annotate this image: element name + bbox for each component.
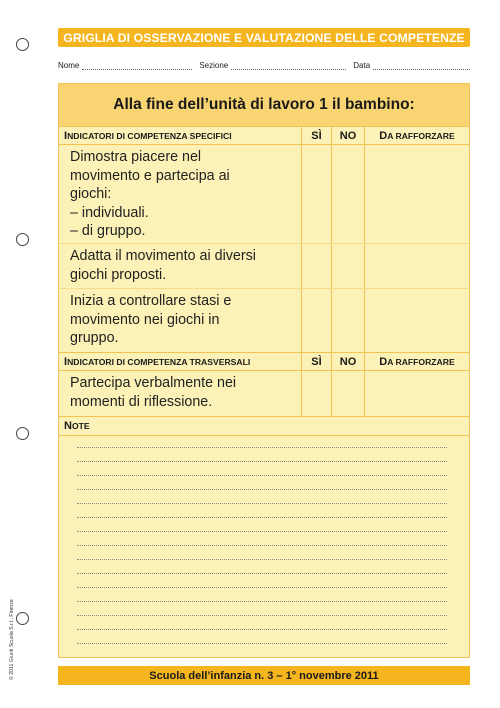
table-row — [59, 371, 469, 416]
indicator-text: Partecipa verbalmente nei momenti di riflessione. — [70, 375, 237, 410]
notes-line[interactable] — [77, 489, 447, 490]
da-rafforzare-cell[interactable] — [364, 145, 469, 243]
binder-hole-1 — [16, 38, 29, 51]
name-field[interactable] — [58, 61, 192, 70]
notes-label: N OTE — [59, 416, 469, 436]
footer-bar: Scuola dell’infanzia n. 3 – 1° novembre 2011 — [58, 666, 470, 685]
table-row — [59, 289, 469, 352]
specific-indicators-title: I NDICATORI DI COMPETENZA SPECIFICI — [64, 129, 232, 142]
notes-line[interactable] — [77, 517, 447, 518]
table-row — [59, 145, 469, 244]
binder-hole-3 — [16, 427, 29, 440]
da-rafforzare-cell[interactable] — [364, 371, 469, 416]
col-si-header: SÌ — [301, 127, 331, 144]
transversal-indicators-title: I NDICATORI DI COMPETENZA TRASVERSALI — [64, 355, 251, 368]
col-no-header: NO — [331, 353, 364, 370]
notes-line[interactable] — [77, 559, 447, 560]
notes-line[interactable] — [77, 475, 447, 476]
notes-line[interactable] — [77, 587, 447, 588]
da-rafforzare-cell[interactable] — [364, 289, 469, 352]
card-heading: Alla fine dell’unità di lavoro 1 il bambino: — [59, 84, 469, 126]
binder-hole-4 — [16, 612, 29, 625]
transversal-indicators-header — [59, 352, 469, 371]
indicator-text: Inizia a controllare stasi e movimento nei giochi in gruppo. — [70, 293, 232, 346]
notes-line[interactable] — [77, 461, 447, 462]
si-cell[interactable] — [301, 145, 331, 243]
notes-line[interactable] — [77, 503, 447, 504]
notes-line[interactable] — [77, 643, 447, 644]
copyright-notice: © 2011 Giunti Scuola S.r.l., Firenze — [9, 599, 15, 680]
section-field[interactable] — [199, 61, 346, 70]
col-da-rafforzare-header: D A RAFFORZARE — [364, 127, 469, 144]
binder-hole-2 — [16, 233, 29, 246]
no-cell[interactable] — [331, 371, 364, 416]
col-si-header: SÌ — [301, 353, 331, 370]
worksheet-title: GRIGLIA DI OSSERVAZIONE E VALUTAZIONE DELLE COMPETENZE — [58, 28, 470, 47]
date-field[interactable] — [353, 61, 470, 70]
si-cell[interactable] — [301, 244, 331, 288]
no-cell[interactable] — [331, 289, 364, 352]
notes-line[interactable] — [77, 531, 447, 532]
assessment-card — [58, 83, 470, 658]
name-label: Nome — [58, 61, 80, 70]
si-cell[interactable] — [301, 289, 331, 352]
da-rafforzare-cell[interactable] — [364, 244, 469, 288]
section-input-line[interactable] — [231, 61, 346, 70]
notes-line[interactable] — [77, 573, 447, 574]
date-input-line[interactable] — [373, 61, 470, 70]
notes-line[interactable] — [77, 601, 447, 602]
notes-line[interactable] — [77, 447, 447, 448]
col-no-header: NO — [331, 127, 364, 144]
notes-line[interactable] — [77, 545, 447, 546]
no-cell[interactable] — [331, 244, 364, 288]
name-input-line[interactable] — [82, 61, 192, 70]
notes-line[interactable] — [77, 629, 447, 630]
indicator-text: Dimostra piacere nel movimento e partecipa ai giochi: – individuali. – di gruppo. — [70, 149, 230, 239]
table-row — [59, 244, 469, 289]
notes-line[interactable] — [77, 615, 447, 616]
date-label: Data — [353, 61, 371, 70]
specific-indicators-header — [59, 126, 469, 145]
col-da-rafforzare-header: D A RAFFORZARE — [364, 353, 469, 370]
section-label: Sezione — [199, 61, 229, 70]
indicator-text: Adatta il movimento ai diversi giochi proposti. — [70, 248, 256, 283]
no-cell[interactable] — [331, 145, 364, 243]
si-cell[interactable] — [301, 371, 331, 416]
student-info-row — [58, 58, 470, 70]
